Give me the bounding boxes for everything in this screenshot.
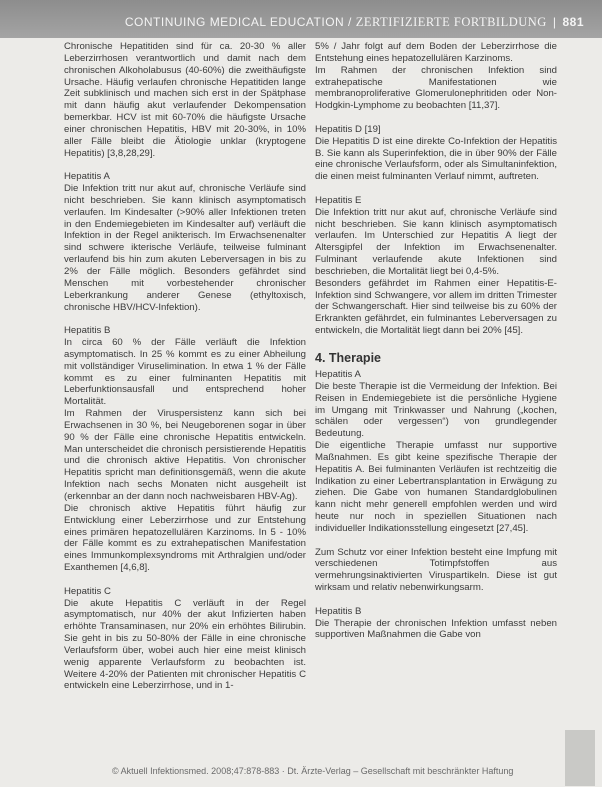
hepatitis-c-paragraph: Die akute Hepatitis C verläuft in der Regel asymptomatisch, nur 40% der akut Infizierten haben erhöhte Transaminasen, nur 20% ein erhöhtes Bilirubin. Sie geht in bis zu 50-80% der Fälle in eine chronische Verlaufsform über, wobei auch hier eine meist klinisch wenig apparente Verlaufsform zu beobachten ist. Weitere 4-20% der Patienten mit chronischer Hepatitis C entwickeln eine Leberzirrhose, und in 1- [64,597,306,692]
extrahepatic-paragraph: Im Rahmen der chronischen Infektion sind extrahepatische Manifestationen wie membranoproliferative Glomerulonephritiden oder Non-Hodgkin-Lymphome zu beobachten [11,37]. [315,64,557,112]
hepatitis-b-subheading: Hepatitis B [64,325,111,337]
page-number: 881 [562,15,584,29]
header-section-en: CONTINUING MEDICAL EDUCATION / [124,15,356,29]
therapy-hepatitis-b-subheading: Hepatitis B [315,605,362,617]
header-section-de: ZERTIFIZIERTE FORTBILDUNG [355,15,547,29]
hepatitis-d-subheading: Hepatitis D [19] [315,123,381,135]
page-edge-tab [565,730,595,786]
hepatitis-b-paragraph-2: Im Rahmen der Viruspersistenz kann sich bei Erwachsenen in 30 %, bei Neugeborenen sogar in über 90 % der Fälle eine chronische Hepatitis entwickeln. Man unterscheidet die chronisch persistierende Hepatitis und die chronisch aktive Hepatitis. Von chronischer Hepatitis spricht man definitionsgemäß, wenn die akute Infektion nach sechs Monaten nicht ausgeheilt ist (erkennbar an der dann noch nachweisbaren HBV-Ag). [64,408,306,502]
hepatitis-b-paragraph-1: In circa 60 % der Fälle verläuft die Infektion asymptomatisch. In 25 % kommt es zu einer Abheilung mit vollständiger Viruselimination. In etwa 1 % der Fälle kommt es zu einer fulminanten Hepatitis mit Leberfunktionsausfall und entsprechend hoher Mortalität. [64,337,306,408]
therapy-hepatitis-a-paragraph-1: Die beste Therapie ist die Vermeidung der Infektion. Bei Reisen in Endemiegebiete ist die persönliche Hygiene im Umgang mit Trinkwasser und Nahrung („kochen, schälen oder vergessen“) von grundlegender Bedeutung. [315,380,557,440]
page-footer: © Aktuell Infektionsmed. 2008;47:878-883 · Dt. Ärzte-Verlag – Gesellschaft mit beschränkter Haftung [112,766,514,776]
therapy-hepatitis-a-paragraph-2: Die eigentliche Therapie umfasst nur supportive Maßnahmen. Es gibt keine spezifische Therapie der Hepatitis A. Bei fulminanten Verläufen ist rechtzeitig die Indikation zu einer Lebertransplantation in Erwägung zu ziehen. Die Gabe von humanen Standardglobulinen kann nicht mehr generell empfohlen werden und wird heute nur noch in speziellen Situationen nach individueller Indikationsstellung eingesetzt [27,45]. [315,440,557,534]
hepatitis-a-subheading: Hepatitis A [64,171,110,183]
hepatitis-e-subheading: Hepatitis E [315,194,362,206]
intro-paragraph: Chronische Hepatitiden sind für ca. 20-30 % aller Leberzirrhosen verantwortlich und damit nach dem chronischen Alkoholabusus (40-60%) die zweithäufigste Ursache. Häufig verlaufen chronische Hepatitiden lange Zeit subklinisch und machen sich erst in der Spätphase mit dann häufig akut verlaufender Dekompensation bemerkbar. HCV ist mit 60-70% die häufigste Ursache einer chronischen Hepatitis, HBV mit 20-30%, in 10% aller Fälle bleibt die Ätiologie unklar (kryptogene Hepatitis) [3,8,28,29]. [64,41,306,159]
hepatitis-c-subheading: Hepatitis C [64,585,111,597]
therapy-hepatitis-b-paragraph: Die Therapie der chronischen Infektion umfasst neben supportiven Maßnahmen die Gabe von [315,617,557,641]
journal-header-bar [0,0,602,38]
hepatitis-b-paragraph-3: Die chronisch aktive Hepatitis führt häufig zur Entwicklung einer Leberzirrhose und zur Entstehung eines primären hepatozellulären Karzinoms. In 5 - 10% der Fälle kommt es zu extrahepatischen Manifestation eines Immunkomplexsyndroms mit Arthralgien und/oder Exanthemen [4,6,8]. [64,502,306,574]
right-text-column [315,41,557,641]
header-separator: | [552,15,557,29]
hepatitis-e-paragraph-2: Besonders gefährdet im Rahmen einer Hepatitis-E-Infektion sind Schwangere, vor allem im dritten Trimester der Schwangerschaft. Hier sind teilweise bis zu 60% der Erkrankten gefährdet, ein fulminantes Leberversagen zu entwickeln, die Mortalität liegt dann bei 20% [45]. [315,277,557,337]
left-text-column [64,41,306,692]
hepatitis-d-paragraph: Die Hepatitis D ist eine direkte Co-Infektion der Hepatitis B. Sie kann als Superinfektion, die in über 90% der Fälle eine chronische Verlaufsform, oder als Simultaninfektion, die einen meist fulminanten Verlauf nimmt, auftreten. [315,135,557,183]
therapy-hepatitis-a-paragraph-3: Zum Schutz vor einer Infektion besteht eine Impfung mit verschiedenen Totimpfstoffen aus vermehrungsinaktivierten Viruspartikeln. Diese ist gut wirksam und relativ nebenwirkungsarm. [315,546,557,594]
running-header [125,15,584,30]
hepatitis-a-paragraph: Die Infektion tritt nur akut auf, chronische Verläufe sind nicht beschrieben. Sie kann klinisch asymptomatisch verlaufen. Im Kindesalter (>90% aller Infektionen treten in den Endemiegebieten im Kindesalter auf) verläuft die Infektion in der Regel anikterisch. Im Erwachsenenalter sind schwere ikterische Verläufe, teilweise fulminant verlaufend bis hin zum akuten Leberversagen in bis zu 2% der Fälle möglich. Besonders gefährdet sind Menschen mit vorbestehender chronischer Leberkrankung anderer Genese (ethyltoxisch, chronische HBV/HCV-Infektion). [64,183,306,313]
therapy-hepatitis-a-subheading: Hepatitis A [315,369,361,380]
hepatitis-e-paragraph-1: Die Infektion tritt nur akut auf, chronische Verläufe sind nicht beschrieben. Sie kann klinisch asymptomatisch verlaufen. Im Unterschied zur Hepatitis A liegt der Altersgipfel der Infektion im Erwachsenenalter. Fulminant verlaufende akute Infektionen sind beschrieben, die Mortalität liegt bei 0,4-5%. [315,206,557,277]
continued-paragraph: 5% / Jahr folgt auf dem Boden der Leberzirrhose die Entstehung eines hepatozellulären Karzinoms. [315,41,557,64]
therapy-section-heading: 4. Therapie [315,351,381,365]
